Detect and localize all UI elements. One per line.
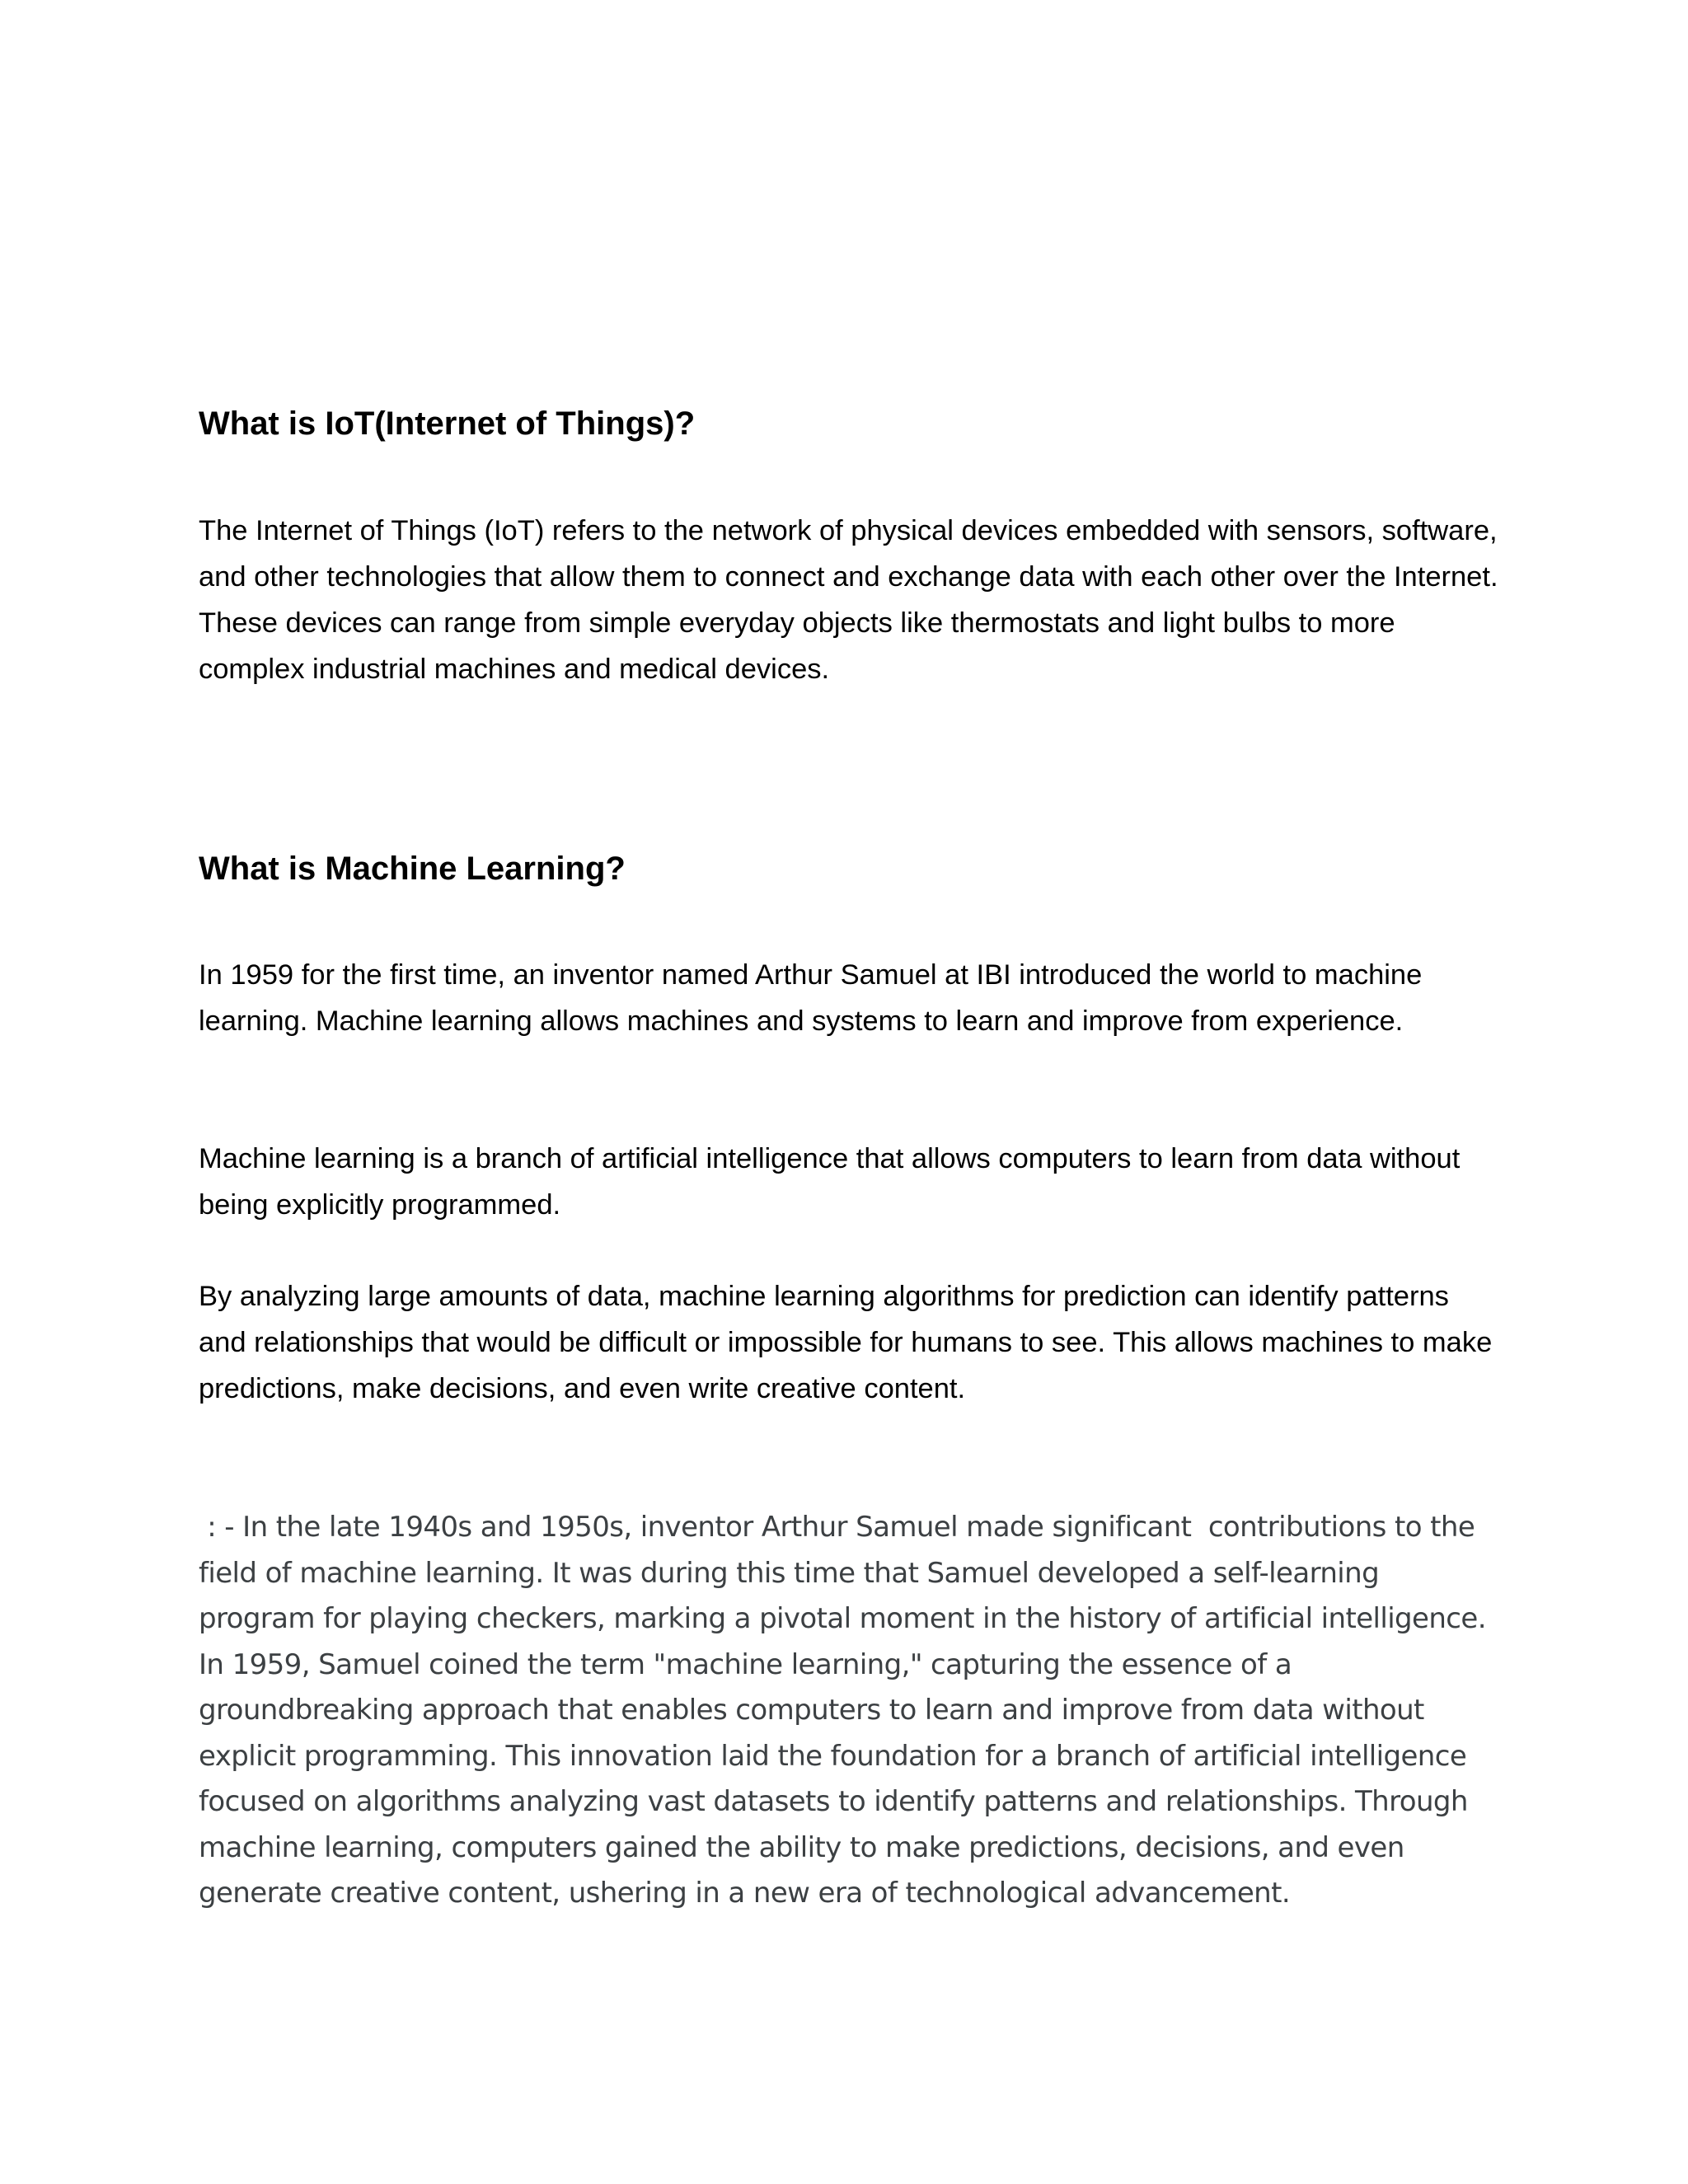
- paragraph-iot-definition: The Internet of Things (IoT) refers to the network of physical devices embedded with sensors, software, and other technologies that allow them to connect and exchange data with each other over the Internet. These devices can range from simple everyday objects like thermostats and light bulbs to more complex industrial machines and medical devices.: [199, 515, 1498, 685]
- paragraph-ml-analysis: By analyzing large amounts of data, machine learning algorithms for prediction can identify patterns and relationships that would be difficult or impossible for humans to see. This allows machines to make predictions, make decisions, and even write creative content.: [199, 1281, 1493, 1404]
- paragraph-ml-definition: Machine learning is a branch of artificial intelligence that allows computers to learn from data without being explicitly programmed.: [199, 1143, 1461, 1221]
- heading-iot: What is IoT(Internet of Things)?: [199, 405, 696, 442]
- paragraph-ml-samuel-history: : - In the late 1940s and 1950s, inventor Arthur Samuel made significant contributions to the field of machine learning. It was during this time that Samuel developed a self-learning program for playing checkers, marking a pivotal moment in the history of artificial intelligence. In 1959, Samuel coined the term "machine learning," capturing the essence of a groundbreaking approach that enables computers to learn and improve from data without explicit programming. This innovation laid the foundation for a branch of artificial intelligence focused on algorithms analyzing vast datasets to identify patterns and relationships. Through machine learning, computers gained the ability to make predictions, decisions, and even generate creative content, ushering in a new era of technological advancement.: [199, 1511, 1495, 1910]
- paragraph-ml-history: In 1959 for the first time, an inventor named Arthur Samuel at IBI introduced the world to machine learning. Machine learning allows machines and systems to learn and improve from experience.: [199, 959, 1423, 1037]
- heading-machine-learning: What is Machine Learning?: [199, 851, 626, 887]
